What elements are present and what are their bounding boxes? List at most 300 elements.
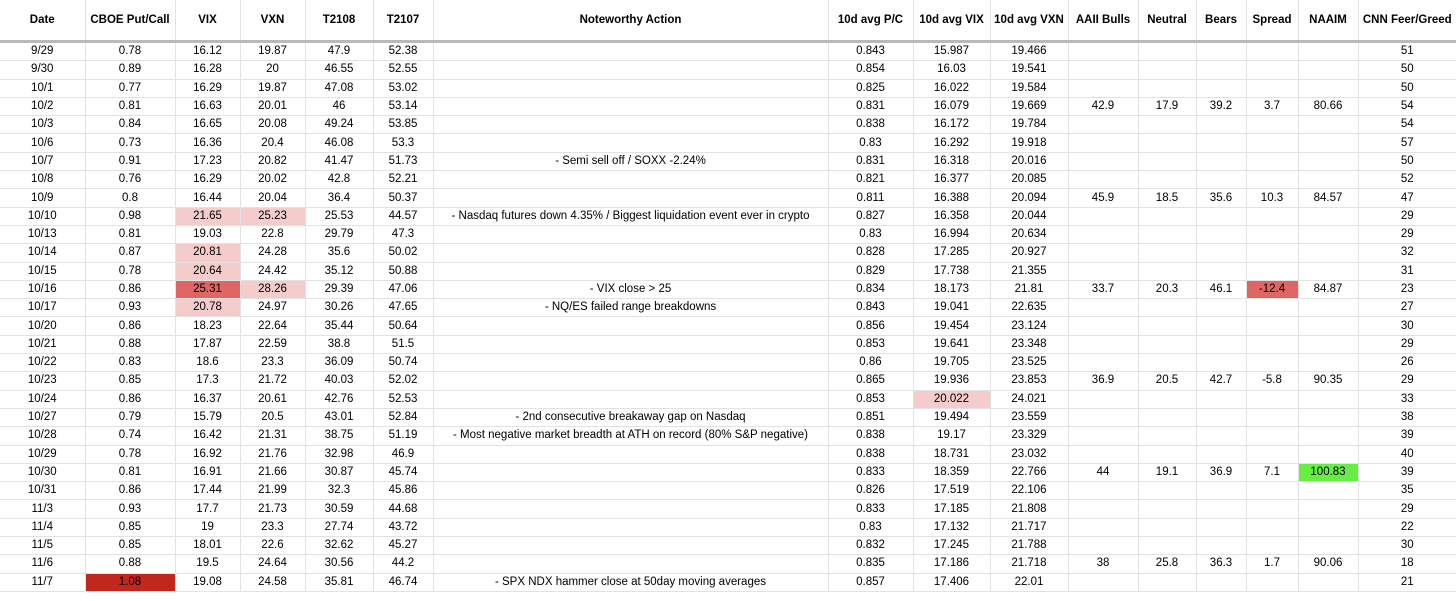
table-cell[interactable]: 0.89 [85,61,175,79]
table-cell[interactable]: 19.669 [990,97,1068,115]
table-cell[interactable]: 20.016 [990,152,1068,170]
table-cell[interactable]: 20.5 [240,408,305,426]
table-cell[interactable] [1196,390,1246,408]
table-cell[interactable] [1298,225,1358,243]
table-cell[interactable] [1196,42,1246,61]
table-cell[interactable]: 16.318 [913,152,990,170]
table-cell[interactable]: 22 [1358,518,1456,536]
table-cell[interactable] [1246,262,1298,280]
date-cell[interactable]: 11/5 [0,537,85,555]
table-cell[interactable] [1068,408,1138,426]
table-cell[interactable] [1246,225,1298,243]
table-cell[interactable]: 16.172 [913,116,990,134]
table-cell[interactable] [1068,299,1138,317]
date-cell[interactable]: 9/29 [0,42,85,61]
table-cell[interactable]: 19 [175,518,240,536]
table-cell[interactable]: 21.65 [175,207,240,225]
date-cell[interactable]: 10/23 [0,372,85,390]
table-cell[interactable]: 39 [1358,463,1456,481]
table-cell[interactable]: 100.83 [1298,463,1358,481]
table-cell[interactable]: 47.3 [373,225,433,243]
noteworthy-action-cell[interactable] [433,518,828,536]
table-cell[interactable]: 0.831 [828,97,913,115]
table-cell[interactable]: 31 [1358,262,1456,280]
table-cell[interactable]: 0.85 [85,518,175,536]
noteworthy-action-cell[interactable] [433,134,828,152]
table-cell[interactable] [1138,42,1196,61]
table-cell[interactable] [1068,427,1138,445]
table-cell[interactable]: 41.47 [305,152,373,170]
table-cell[interactable]: 30.59 [305,500,373,518]
table-cell[interactable] [1138,79,1196,97]
table-cell[interactable]: 21.76 [240,445,305,463]
date-cell[interactable]: 10/27 [0,408,85,426]
table-cell[interactable]: 20.61 [240,390,305,408]
table-cell[interactable] [1246,116,1298,134]
table-cell[interactable]: 0.853 [828,335,913,353]
table-cell[interactable]: 0.86 [85,482,175,500]
table-cell[interactable] [1246,244,1298,262]
table-cell[interactable] [1298,408,1358,426]
table-cell[interactable]: 18.173 [913,280,990,298]
column-header[interactable]: CBOE Put/Call [85,0,175,42]
table-cell[interactable] [1298,427,1358,445]
table-cell[interactable]: 19.03 [175,225,240,243]
table-cell[interactable]: 52 [1358,171,1456,189]
table-cell[interactable]: 23.032 [990,445,1068,463]
table-cell[interactable]: 0.825 [828,79,913,97]
table-cell[interactable] [1138,537,1196,555]
table-cell[interactable]: 0.81 [85,463,175,481]
date-cell[interactable]: 10/16 [0,280,85,298]
table-cell[interactable]: 22.635 [990,299,1068,317]
table-cell[interactable] [1196,134,1246,152]
table-cell[interactable]: 23.124 [990,317,1068,335]
table-cell[interactable] [1196,207,1246,225]
table-cell[interactable]: 16.03 [913,61,990,79]
noteworthy-action-cell[interactable] [433,537,828,555]
table-cell[interactable]: 46.9 [373,445,433,463]
table-cell[interactable]: 22.01 [990,573,1068,591]
date-cell[interactable]: 10/17 [0,299,85,317]
date-cell[interactable]: 10/14 [0,244,85,262]
column-header[interactable]: 10d avg VIX [913,0,990,42]
column-header[interactable]: 10d avg P/C [828,0,913,42]
table-cell[interactable] [1068,79,1138,97]
table-cell[interactable]: 0.98 [85,207,175,225]
table-cell[interactable]: 35 [1358,482,1456,500]
table-cell[interactable]: 17.3 [175,372,240,390]
table-cell[interactable]: 23.3 [240,354,305,372]
table-cell[interactable]: 24.42 [240,262,305,280]
table-cell[interactable] [1138,262,1196,280]
table-cell[interactable] [1196,225,1246,243]
table-cell[interactable] [1138,354,1196,372]
table-cell[interactable]: 0.853 [828,390,913,408]
table-cell[interactable] [1068,225,1138,243]
table-cell[interactable]: 35.12 [305,262,373,280]
table-cell[interactable]: 22.59 [240,335,305,353]
table-cell[interactable] [1298,390,1358,408]
noteworthy-action-cell[interactable]: - VIX close > 25 [433,280,828,298]
table-cell[interactable] [1068,518,1138,536]
table-cell[interactable]: 90.06 [1298,555,1358,573]
table-cell[interactable]: 21.66 [240,463,305,481]
table-cell[interactable] [1298,299,1358,317]
table-cell[interactable] [1068,354,1138,372]
table-cell[interactable] [1068,152,1138,170]
table-cell[interactable]: 20.927 [990,244,1068,262]
table-cell[interactable] [1298,207,1358,225]
column-header[interactable]: Spread [1246,0,1298,42]
noteworthy-action-cell[interactable]: - SPX NDX hammer close at 50day moving averages [433,573,828,591]
table-cell[interactable] [1068,482,1138,500]
table-cell[interactable]: 16.63 [175,97,240,115]
date-cell[interactable]: 11/3 [0,500,85,518]
table-cell[interactable]: 16.36 [175,134,240,152]
table-cell[interactable]: 0.838 [828,427,913,445]
table-cell[interactable]: 52.55 [373,61,433,79]
date-cell[interactable]: 10/9 [0,189,85,207]
table-cell[interactable]: 39.2 [1196,97,1246,115]
table-cell[interactable]: 33 [1358,390,1456,408]
table-cell[interactable]: 24.97 [240,299,305,317]
table-cell[interactable] [1298,42,1358,61]
noteworthy-action-cell[interactable] [433,116,828,134]
table-cell[interactable] [1246,299,1298,317]
table-cell[interactable]: 17.519 [913,482,990,500]
table-cell[interactable] [1068,244,1138,262]
noteworthy-action-cell[interactable]: - Nasdaq futures down 4.35% / Biggest liquidation event ever in crypto [433,207,828,225]
table-cell[interactable]: 36.9 [1196,463,1246,481]
table-cell[interactable]: 0.83 [828,225,913,243]
table-cell[interactable]: 35.6 [305,244,373,262]
table-cell[interactable]: 57 [1358,134,1456,152]
table-cell[interactable]: 46.08 [305,134,373,152]
table-cell[interactable] [1246,79,1298,97]
table-cell[interactable]: 17.44 [175,482,240,500]
table-cell[interactable] [1138,445,1196,463]
noteworthy-action-cell[interactable] [433,555,828,573]
table-cell[interactable] [1068,537,1138,555]
column-header[interactable]: VXN [240,0,305,42]
table-cell[interactable]: 54 [1358,116,1456,134]
noteworthy-action-cell[interactable] [433,262,828,280]
table-cell[interactable]: 53.02 [373,79,433,97]
table-cell[interactable]: 0.827 [828,207,913,225]
table-cell[interactable]: 40 [1358,445,1456,463]
table-cell[interactable] [1068,500,1138,518]
noteworthy-action-cell[interactable]: - Semi sell off / SOXX -2.24% [433,152,828,170]
table-cell[interactable]: 20.04 [240,189,305,207]
table-cell[interactable] [1298,171,1358,189]
table-cell[interactable]: 23.348 [990,335,1068,353]
table-cell[interactable] [1246,354,1298,372]
table-cell[interactable]: 0.8 [85,189,175,207]
table-cell[interactable] [1298,244,1358,262]
table-cell[interactable]: 45.27 [373,537,433,555]
table-cell[interactable]: 21.81 [990,280,1068,298]
table-cell[interactable]: 16.29 [175,79,240,97]
noteworthy-action-cell[interactable] [433,463,828,481]
table-cell[interactable]: 38.8 [305,335,373,353]
table-cell[interactable]: 49.24 [305,116,373,134]
table-cell[interactable]: 25.8 [1138,555,1196,573]
table-cell[interactable]: 16.91 [175,463,240,481]
table-cell[interactable]: 43.01 [305,408,373,426]
table-cell[interactable] [1068,317,1138,335]
noteworthy-action-cell[interactable] [433,189,828,207]
table-cell[interactable]: 0.78 [85,42,175,61]
table-cell[interactable]: 0.838 [828,445,913,463]
table-cell[interactable]: 10.3 [1246,189,1298,207]
table-cell[interactable]: 47.06 [373,280,433,298]
table-cell[interactable]: 47.08 [305,79,373,97]
table-cell[interactable]: 24.28 [240,244,305,262]
table-cell[interactable] [1246,482,1298,500]
table-cell[interactable]: 16.29 [175,171,240,189]
table-cell[interactable]: 45.74 [373,463,433,481]
table-cell[interactable]: 0.854 [828,61,913,79]
table-cell[interactable]: 29 [1358,225,1456,243]
date-cell[interactable]: 10/2 [0,97,85,115]
table-cell[interactable]: 36.3 [1196,555,1246,573]
table-cell[interactable]: 45.9 [1068,189,1138,207]
table-cell[interactable]: 0.86 [85,317,175,335]
table-cell[interactable]: 17.738 [913,262,990,280]
table-cell[interactable] [1298,116,1358,134]
table-cell[interactable]: 50.64 [373,317,433,335]
table-cell[interactable] [1298,500,1358,518]
table-cell[interactable]: 19.705 [913,354,990,372]
table-cell[interactable]: 0.828 [828,244,913,262]
table-cell[interactable]: 32.98 [305,445,373,463]
table-cell[interactable]: 16.37 [175,390,240,408]
table-cell[interactable]: 16.44 [175,189,240,207]
table-cell[interactable]: 0.74 [85,427,175,445]
noteworthy-action-cell[interactable]: - 2nd consecutive breakaway gap on Nasdaq [433,408,828,426]
table-cell[interactable]: 50.88 [373,262,433,280]
table-cell[interactable] [1246,152,1298,170]
table-cell[interactable]: 52.84 [373,408,433,426]
noteworthy-action-cell[interactable] [433,97,828,115]
table-cell[interactable]: 35.6 [1196,189,1246,207]
table-cell[interactable] [1246,317,1298,335]
table-cell[interactable] [1068,207,1138,225]
table-cell[interactable]: 17.87 [175,335,240,353]
noteworthy-action-cell[interactable] [433,335,828,353]
table-cell[interactable]: 19.541 [990,61,1068,79]
column-header[interactable]: T2107 [373,0,433,42]
table-cell[interactable]: 32 [1358,244,1456,262]
noteworthy-action-cell[interactable] [433,354,828,372]
table-cell[interactable]: 53.3 [373,134,433,152]
table-cell[interactable]: 52.38 [373,42,433,61]
table-cell[interactable]: 19.5 [175,555,240,573]
column-header[interactable]: CNN Feer/Greed [1358,0,1456,42]
table-cell[interactable] [1298,61,1358,79]
table-cell[interactable]: 22.766 [990,463,1068,481]
table-cell[interactable]: 17.245 [913,537,990,555]
date-cell[interactable]: 10/31 [0,482,85,500]
table-cell[interactable]: 20.044 [990,207,1068,225]
table-cell[interactable] [1196,445,1246,463]
table-cell[interactable]: 0.73 [85,134,175,152]
table-cell[interactable]: 0.91 [85,152,175,170]
table-cell[interactable]: 0.81 [85,225,175,243]
table-cell[interactable]: 22.106 [990,482,1068,500]
date-cell[interactable]: 10/10 [0,207,85,225]
table-cell[interactable] [1196,317,1246,335]
table-cell[interactable] [1298,79,1358,97]
table-cell[interactable]: 21.355 [990,262,1068,280]
table-cell[interactable]: 52.53 [373,390,433,408]
date-cell[interactable]: 10/29 [0,445,85,463]
table-cell[interactable]: 44.68 [373,500,433,518]
noteworthy-action-cell[interactable] [433,317,828,335]
table-cell[interactable]: 18.731 [913,445,990,463]
table-cell[interactable] [1298,317,1358,335]
noteworthy-action-cell[interactable] [433,482,828,500]
table-cell[interactable]: 18 [1358,555,1456,573]
table-cell[interactable]: 20.01 [240,97,305,115]
table-cell[interactable]: 84.87 [1298,280,1358,298]
table-cell[interactable]: 20.085 [990,171,1068,189]
table-cell[interactable]: 90.35 [1298,372,1358,390]
table-cell[interactable]: 0.856 [828,317,913,335]
table-cell[interactable]: 18.6 [175,354,240,372]
table-cell[interactable] [1298,573,1358,591]
table-cell[interactable]: 24.58 [240,573,305,591]
table-cell[interactable] [1068,171,1138,189]
table-cell[interactable]: 25.31 [175,280,240,298]
date-cell[interactable]: 10/24 [0,390,85,408]
table-cell[interactable] [1196,262,1246,280]
table-cell[interactable]: 47.9 [305,42,373,61]
table-cell[interactable] [1246,408,1298,426]
table-cell[interactable]: 42.8 [305,171,373,189]
table-cell[interactable]: 20.78 [175,299,240,317]
column-header[interactable]: Neutral [1138,0,1196,42]
table-cell[interactable]: 0.77 [85,79,175,97]
table-cell[interactable] [1068,573,1138,591]
table-cell[interactable]: -12.4 [1246,280,1298,298]
table-cell[interactable]: 17.186 [913,555,990,573]
table-cell[interactable] [1298,262,1358,280]
table-cell[interactable]: 0.833 [828,500,913,518]
table-cell[interactable]: 20.3 [1138,280,1196,298]
table-cell[interactable]: 42.7 [1196,372,1246,390]
table-cell[interactable]: 51.5 [373,335,433,353]
table-cell[interactable] [1298,482,1358,500]
table-cell[interactable]: 18.23 [175,317,240,335]
table-cell[interactable]: 29 [1358,372,1456,390]
table-cell[interactable] [1068,390,1138,408]
table-cell[interactable]: 20.02 [240,171,305,189]
table-cell[interactable]: 16.42 [175,427,240,445]
table-cell[interactable]: 0.84 [85,116,175,134]
table-cell[interactable] [1246,390,1298,408]
table-cell[interactable]: 20.022 [913,390,990,408]
table-cell[interactable] [1196,427,1246,445]
table-cell[interactable]: 36.09 [305,354,373,372]
table-cell[interactable]: 18.359 [913,463,990,481]
table-cell[interactable]: 17.132 [913,518,990,536]
table-cell[interactable]: 19.466 [990,42,1068,61]
table-cell[interactable]: 16.022 [913,79,990,97]
table-cell[interactable]: 21.808 [990,500,1068,518]
table-cell[interactable] [1068,116,1138,134]
table-cell[interactable]: 1.7 [1246,555,1298,573]
table-cell[interactable]: 20.634 [990,225,1068,243]
table-cell[interactable]: 20.094 [990,189,1068,207]
table-cell[interactable]: 17.9 [1138,97,1196,115]
table-cell[interactable]: 44.57 [373,207,433,225]
table-cell[interactable]: 42.76 [305,390,373,408]
column-header[interactable]: VIX [175,0,240,42]
table-cell[interactable]: 50.37 [373,189,433,207]
table-cell[interactable] [1068,262,1138,280]
table-cell[interactable]: 19.784 [990,116,1068,134]
table-cell[interactable]: 0.79 [85,408,175,426]
table-cell[interactable]: 0.87 [85,244,175,262]
table-cell[interactable] [1298,354,1358,372]
table-cell[interactable]: 16.388 [913,189,990,207]
table-cell[interactable] [1246,537,1298,555]
column-header[interactable]: T2108 [305,0,373,42]
table-cell[interactable]: 23.3 [240,518,305,536]
date-cell[interactable]: 10/3 [0,116,85,134]
table-cell[interactable]: 0.93 [85,500,175,518]
table-cell[interactable]: 21 [1358,573,1456,591]
table-cell[interactable]: 16.292 [913,134,990,152]
table-cell[interactable]: 19.584 [990,79,1068,97]
table-cell[interactable] [1138,171,1196,189]
table-cell[interactable] [1138,299,1196,317]
table-cell[interactable]: 0.835 [828,555,913,573]
noteworthy-action-cell[interactable]: - Most negative market breadth at ATH on record (80% S&P negative) [433,427,828,445]
table-cell[interactable] [1246,445,1298,463]
noteworthy-action-cell[interactable] [433,225,828,243]
table-cell[interactable] [1138,500,1196,518]
table-cell[interactable]: 16.12 [175,42,240,61]
table-cell[interactable] [1298,134,1358,152]
table-cell[interactable] [1196,482,1246,500]
table-cell[interactable] [1138,573,1196,591]
table-cell[interactable]: 39 [1358,427,1456,445]
table-cell[interactable]: 29.79 [305,225,373,243]
table-cell[interactable]: 30 [1358,537,1456,555]
table-cell[interactable]: 35.81 [305,573,373,591]
table-cell[interactable]: 30.87 [305,463,373,481]
table-cell[interactable] [1068,445,1138,463]
table-cell[interactable]: 21.788 [990,537,1068,555]
table-cell[interactable] [1196,79,1246,97]
column-header[interactable]: Date [0,0,85,42]
table-cell[interactable] [1246,335,1298,353]
table-cell[interactable] [1196,518,1246,536]
table-cell[interactable]: 7.1 [1246,463,1298,481]
date-cell[interactable]: 11/7 [0,573,85,591]
table-cell[interactable]: 0.843 [828,42,913,61]
column-header[interactable]: AAII Bulls [1068,0,1138,42]
table-cell[interactable]: 35.44 [305,317,373,335]
table-cell[interactable]: 19.041 [913,299,990,317]
table-cell[interactable]: 40.03 [305,372,373,390]
table-cell[interactable]: 21.72 [240,372,305,390]
table-cell[interactable]: 20.81 [175,244,240,262]
date-cell[interactable]: 10/20 [0,317,85,335]
